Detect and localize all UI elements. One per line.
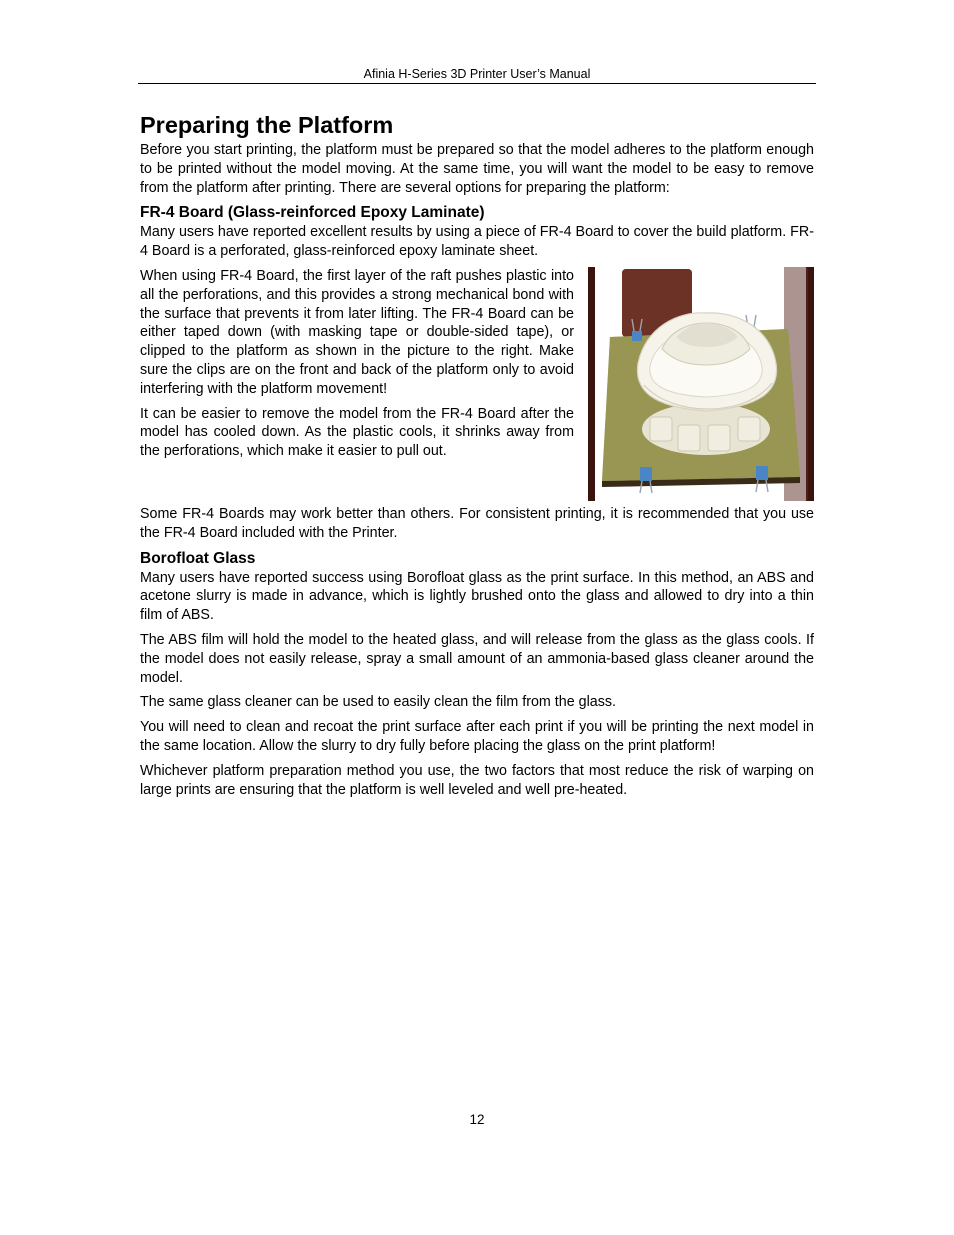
fr4-heading: FR-4 Board (Glass-reinforced Epoxy Laminate) — [140, 204, 485, 222]
intro-paragraph: Before you start printing, the platform must be prepared so that the model adheres to the platform enough to be printed without the model moving. At the same time, you will want the model to be easy to remove from the platform after printing. There are several options for preparing the platform: — [140, 142, 814, 196]
header-rule — [138, 83, 816, 84]
fr4-paragraph-1: Many users have reported excellent results by using a piece of FR-4 Board to cover the build platform. FR-4 Board is a perforated, glass-reinforced epoxy laminate sheet. — [140, 224, 814, 260]
glass-paragraph-2: The ABS film will hold the model to the heated glass, and will release from the glass as the glass cools. If the model does not easily release, spray a small amount of an ammonia-based glass cleaner around the model. — [140, 631, 814, 686]
fr4-paragraph-3: It can be easier to remove the model from the FR-4 Board after the model has cooled down. As the plastic cools, it shrinks away from the perforations, which make it easier to pull out. — [140, 405, 574, 460]
glass-paragraph-4: You will need to clean and recoat the print surface after each print if you will be printing the next model in the same location. Allow the slurry to dry fully before placing the glass on the print platform! — [140, 719, 814, 754]
page-title: Preparing the Platform — [140, 112, 394, 138]
fr4-figure-block — [140, 267, 814, 505]
glass-paragraph-5: Whichever platform preparation method you use, the two factors that most reduce the risk of warping on large prints are ensuring that the platform is well leveled and well pre-heated. — [140, 762, 814, 798]
glass-paragraph-1: Many users have reported success using Borofloat glass as the print surface. In this method, an ABS and acetone slurry is made in advance, which is lightly brushed onto the glass and allowed to dry into a thin film of ABS. — [140, 569, 814, 624]
page-content — [140, 110, 814, 805]
fr4-paragraph-4: Some FR-4 Boards may work better than others. For consistent printing, it is recommended that you use the FR-4 Board included with the Printer. — [140, 505, 814, 541]
running-header: Afinia H-Series 3D Printer User’s Manual — [363, 67, 591, 81]
printer-platform-photo — [588, 267, 814, 501]
glass-paragraph-3: The same glass cleaner can be used to easily clean the film from the glass. — [140, 694, 617, 711]
fr4-paragraph-2: When using FR-4 Board, the first layer of the raft pushes plastic into all the perforations, and this provides a strong mechanical bond with the surface that prevents it from later lifting. The FR-4 Board can be either taped down (with masking tape or double-sided tape), or clipped to the platform as shown in the picture to the right. Make sure the clips are on the front and back of the platform only to avoid interfering with the platform movement! — [140, 267, 574, 397]
page-number: 12 — [469, 1112, 485, 1127]
glass-heading: Borofloat Glass — [140, 549, 256, 567]
